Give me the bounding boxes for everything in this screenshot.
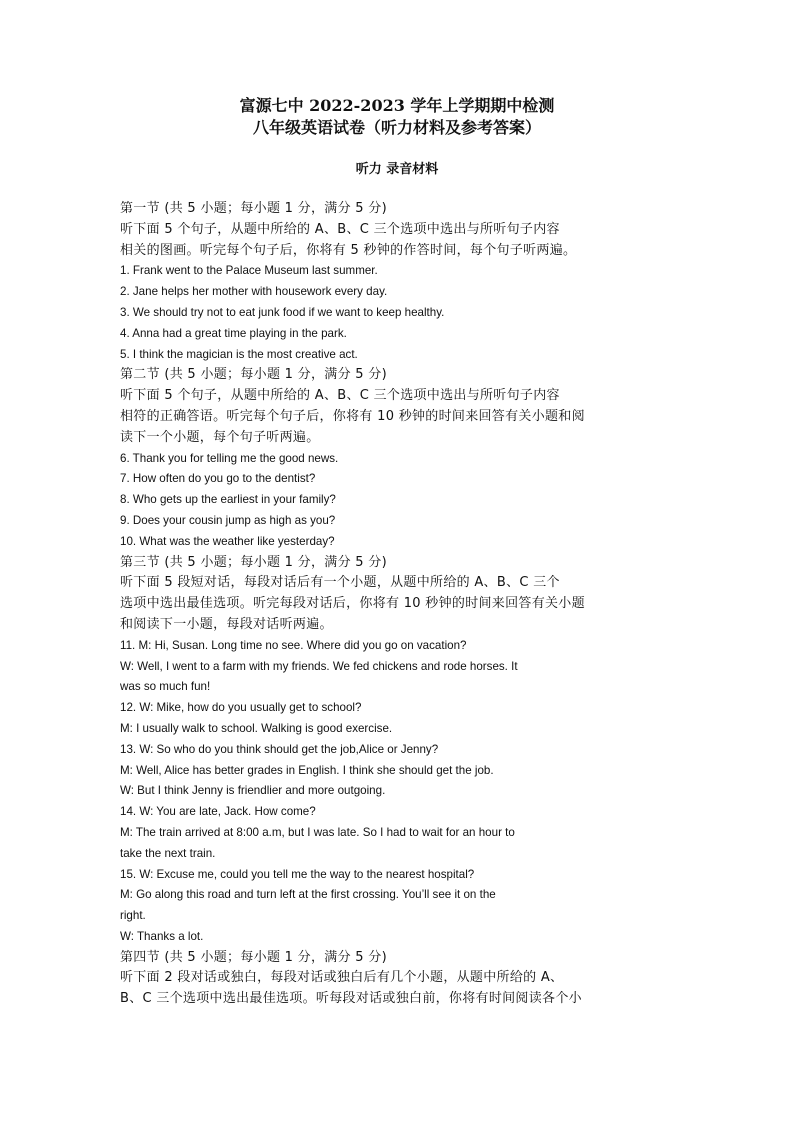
script-line: 8. Who gets up the earliest in your family? <box>120 493 336 507</box>
instruction-line: 听下面 5 个句子，从题中所给的 A、B、C 三个选项中选出与所听句子内容 <box>120 221 560 237</box>
script-line: 14. W: You are late, Jack. How come? <box>120 805 316 819</box>
document-body <box>120 199 620 1010</box>
script-line: 6. Thank you for telling me the good news. <box>120 451 339 465</box>
document-title: 富源七中 2022-2023 学年上学期期中检测 <box>239 96 555 115</box>
script-line: M: Go along this road and turn left at the first crossing. You’ll see it on the <box>120 888 496 902</box>
script-line: 9. Does your cousin jump as high as you? <box>120 513 336 527</box>
script-line: 15. W: Excuse me, could you tell me the way to the nearest hospital? <box>120 867 475 881</box>
script-line: M: The train arrived at 8:00 a.m, but I was late. So I had to wait for an hour to <box>120 825 515 839</box>
instruction-line: 听下面 5 个句子，从题中所给的 A、B、C 三个选项中选出与所听句子内容 <box>120 388 560 404</box>
script-line: 5. I think the magician is the most creative act. <box>120 347 358 361</box>
script-line: 4. Anna had a great time playing in the park. <box>120 326 347 340</box>
instruction-line: 第三节 (共 5 小题；每小题 1 分，满分 5 分) <box>120 554 387 570</box>
script-line: 11. M: Hi, Susan. Long time no see. Where did you go on vacation? <box>120 638 467 652</box>
script-line: take the next train. <box>120 846 216 860</box>
script-line: 2. Jane helps her mother with housework every day. <box>120 285 388 299</box>
section-subtitle: 听力 录音材料 <box>355 162 439 177</box>
script-line: 10. What was the weather like yesterday? <box>120 534 335 548</box>
script-line: 3. We should try not to eat junk food if we want to keep healthy. <box>120 305 445 319</box>
script-line: 12. W: Mike, how do you usually get to school? <box>120 701 362 715</box>
instruction-line: 选项中选出最佳选项。听完每段对话后，你将有 10 秒钟的时间来回答有关小题 <box>120 596 585 612</box>
script-line: M: Well, Alice has better grades in English. I think she should get the job. <box>120 763 494 777</box>
instruction-line: 和阅读下一小题，每段对话听两遍。 <box>120 616 333 632</box>
instruction-line: 第四节 (共 5 小题；每小题 1 分，满分 5 分) <box>120 949 387 965</box>
document-title-line2: 八年级英语试卷（听力材料及参考答案） <box>252 118 541 137</box>
script-line: 1. Frank went to the Palace Museum last summer. <box>120 264 378 278</box>
instruction-line: 相符的正确答语。听完每个句子后，你将有 10 秒钟的时间来回答有关小题和阅 <box>120 408 585 424</box>
instruction-line: 第二节 (共 5 小题；每小题 1 分，满分 5 分) <box>120 367 387 383</box>
instruction-line: 读下一个小题，每个句子听两遍。 <box>120 429 320 445</box>
script-line: was so much fun! <box>120 680 211 694</box>
script-line: W: Thanks a lot. <box>120 929 204 943</box>
instruction-line: 第一节 (共 5 小题；每小题 1 分，满分 5 分) <box>120 201 387 216</box>
script-line: W: Well, I went to a farm with my friends. We fed chickens and rode horses. It <box>120 659 518 673</box>
script-line: W: But I think Jenny is friendlier and more outgoing. <box>120 784 386 798</box>
script-line: M: I usually walk to school. Walking is good exercise. <box>120 721 393 735</box>
instruction-line: 听下面 2 段对话或独白，每段对话或独白后有几个小题，从题中所给的 A、 <box>120 970 564 986</box>
script-line: 13. W: So who do you think should get the job,Alice or Jenny? <box>120 742 439 756</box>
instruction-line: 听下面 5 段短对话，每段对话后有一个小题，从题中所给的 A、B、C 三个 <box>120 575 560 591</box>
script-line: 7. How often do you go to the dentist? <box>120 472 316 486</box>
instruction-line: 相关的图画。听完每个句子后，你将有 5 秒钟的作答时间，每个句子听两遍。 <box>120 242 577 258</box>
script-line: right. <box>120 909 146 923</box>
instruction-line: B、C 三个选项中选出最佳选项。听每段对话或独白前，你将有时间阅读各个小 <box>120 991 582 1007</box>
